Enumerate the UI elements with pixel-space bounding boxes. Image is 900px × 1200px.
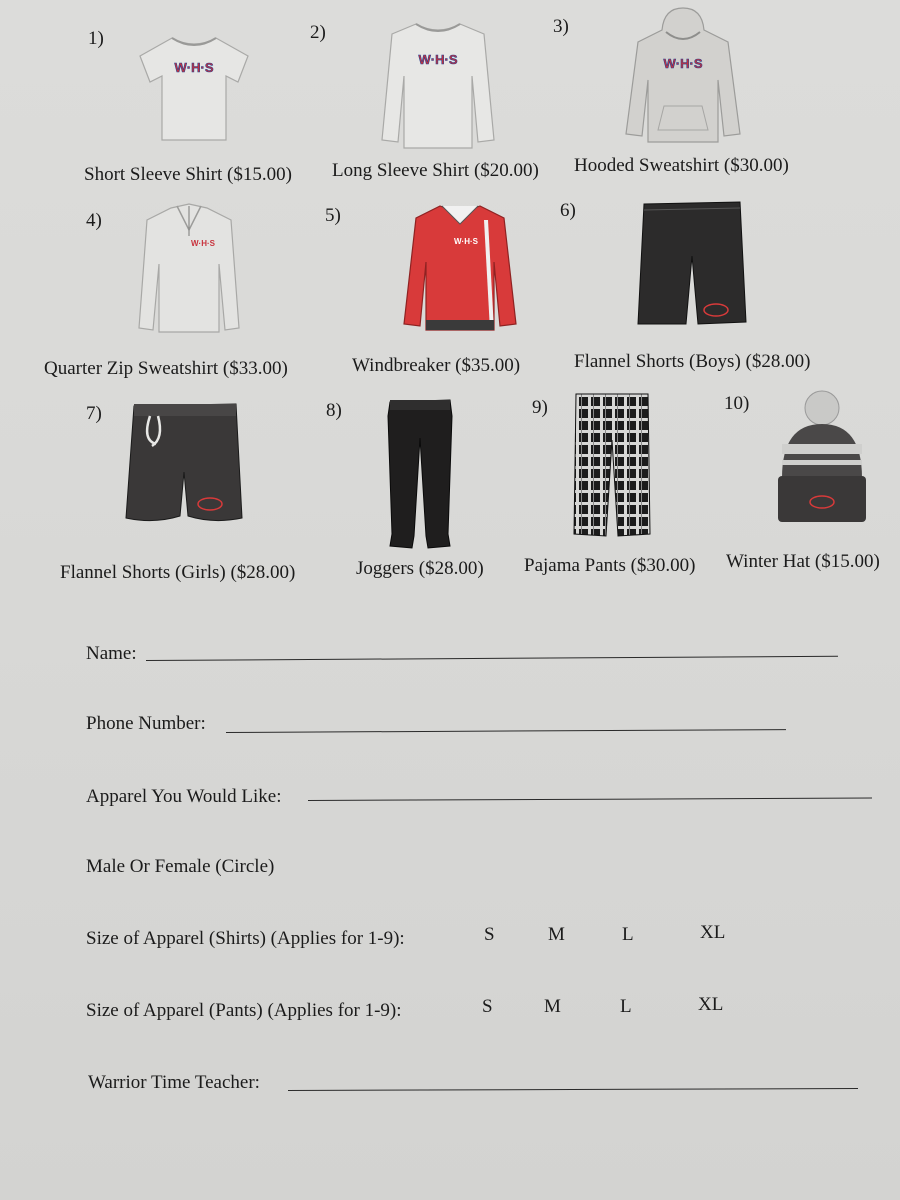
phone-label: Phone Number: [86,713,206,734]
item-number-4: 4) [86,210,102,231]
joggers-icon [384,396,456,552]
whs-logo-text: W·H·S [174,60,214,75]
hoodie-icon [624,6,742,146]
pants-size-xl[interactable]: XL [698,994,724,1015]
item-caption-4: Quarter Zip Sweatshirt ($33.00) [44,358,288,379]
girls-shorts-icon [124,400,244,526]
item-number-5: 5) [325,205,341,226]
item-caption-7: Flannel Shorts (Girls) ($28.00) [60,562,296,583]
shirt-size-xl[interactable]: XL [700,922,726,943]
item-number-2: 2) [310,22,326,43]
shirt-size-l[interactable]: L [622,924,634,945]
item-caption-8: Joggers ($28.00) [356,558,484,579]
boys-shorts-icon [636,200,748,326]
item-number-9: 9) [532,397,548,418]
item-caption-9: Pajama Pants ($30.00) [524,555,696,576]
pants-size-label: Size of Apparel (Pants) (Applies for 1-9): [86,1000,402,1021]
item-number-1: 1) [88,28,104,49]
item-number-8: 8) [326,400,342,421]
item-number-10: 10) [724,393,750,414]
pants-size-s[interactable]: S [482,996,493,1017]
item-number-3: 3) [553,16,569,37]
apparel-field[interactable] [308,798,872,801]
long-sleeve-shirt-icon [380,20,496,152]
apparel-label: Apparel You Would Like: [86,786,282,807]
teacher-field[interactable] [288,1088,858,1091]
windbreaker-icon [402,202,518,334]
whs-logo-text: W·H·S [191,239,215,248]
pants-size-l[interactable]: L [620,996,632,1017]
shirt-size-m[interactable]: M [548,924,565,945]
quarter-zip-icon [137,202,241,336]
whs-logo-text: W·H·S [663,56,703,71]
item-caption-6: Flannel Shorts (Boys) ($28.00) [574,351,811,372]
item-caption-5: Windbreaker ($35.00) [352,355,521,376]
item-number-6: 6) [560,200,576,221]
whs-logo-text: W·H·S [454,237,478,246]
pants-size-m[interactable]: M [544,996,561,1017]
item-caption-1: Short Sleeve Shirt ($15.00) [84,164,292,185]
gender-label: Male Or Female (Circle) [86,856,275,877]
item-caption-10: Winter Hat ($15.00) [726,551,880,572]
tshirt-icon [138,34,250,144]
item-caption-2: Long Sleeve Shirt ($20.00) [332,160,539,181]
shirt-size-s[interactable]: S [484,924,495,945]
winter-hat-icon [774,388,870,526]
name-label: Name: [86,643,137,664]
shirt-size-label: Size of Apparel (Shirts) (Applies for 1-9): [86,928,405,949]
phone-field[interactable] [226,729,786,733]
item-number-7: 7) [86,403,102,424]
teacher-label: Warrior Time Teacher: [88,1072,260,1093]
whs-logo-text: W·H·S [418,52,458,67]
item-caption-3: Hooded Sweatshirt ($30.00) [574,155,789,176]
name-field[interactable] [146,656,838,661]
pajama-pants-icon [572,390,652,538]
